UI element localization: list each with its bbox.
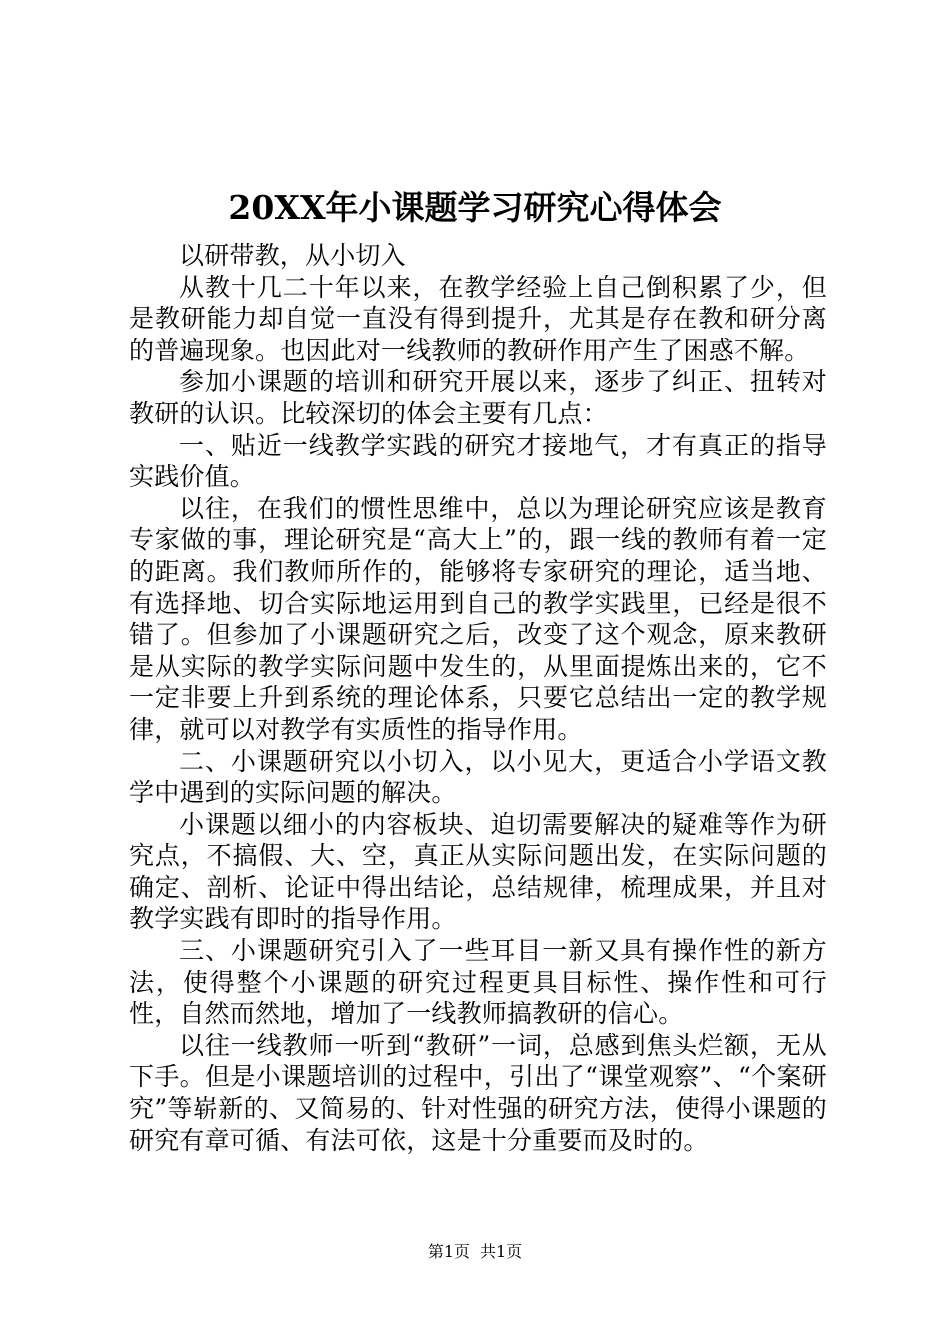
paragraph: 以往，在我们的惯性思维中，总以为理论研究应该是教育专家做的事，理论研究是“高大上”的，跟一线的教师有着一定的距离。我们教师所作的，能够将专家研究的理论，适当地、有选择地、切合实际地运用到自己的教学实践里，已经是很不错了。但参加了小课题研究之后，改变了这个观念，原来教研是从实际的教学实际问题中发生的，从里面提炼出来的，它不一定非要上升到系统的理论体系，只要它总结出一定的教学规律，就可以对教学有实质性的指导作用。 [129,493,827,744]
page-number-total: 共1页 [480,1242,523,1261]
paragraph-subtitle: 以研带教，从小切入 [179,241,406,270]
paragraph: 从教十几二十年以来，在教学经验上自己倒积累了少，但是教研能力却自觉一直没有得到提升，尤其是存在教和研分离的普遍现象。也因此对一线教师的教研作用产生了困惑不解。 [129,272,827,365]
paragraph-point-heading: 二、小课题研究以小切入，以小见大，更适合小学语文教学中遇到的实际问题的解决。 [129,746,827,808]
paragraph: 以往一线教师一听到“教研”一词，总感到焦头烂额，无从下手。但是小课题培训的过程中，引出了“课堂观察”、“个案研究”等崭新的、又简易的、针对性强的研究方法，使得小课题的研究有章可循、有法可依，这是十分重要而及时的。 [129,1030,827,1155]
document-title: 20XX年小课题学习研究心得体会 [228,188,722,227]
page-number-current: 第1页 [427,1242,470,1261]
page-footer [0,1242,950,1262]
paragraph-point-heading: 一、贴近一线教学实践的研究才接地气，才有真正的指导实践价值。 [129,430,827,492]
document-body [129,240,827,1156]
paragraph-point-heading: 三、小课题研究引入了一些耳目一新又具有操作性的新方法，使得整个小课题的研究过程更具目标性、操作性和可行性，自然而然地，增加了一线教师搞教研的信心。 [129,936,827,1029]
paragraph: 参加小课题的培训和研究开展以来，逐步了纠正、扭转对教研的认识。比较深切的体会主要有几点： [129,367,827,428]
paragraph: 小课题以细小的内容板块、迫切需要解决的疑难等作为研究点，不搞假、大、空，真正从实际问题出发，在实际问题的确定、剖析、论证中得出结论，总结规律，梳理成果，并且对教学实践有即时的指导作用。 [129,809,827,934]
